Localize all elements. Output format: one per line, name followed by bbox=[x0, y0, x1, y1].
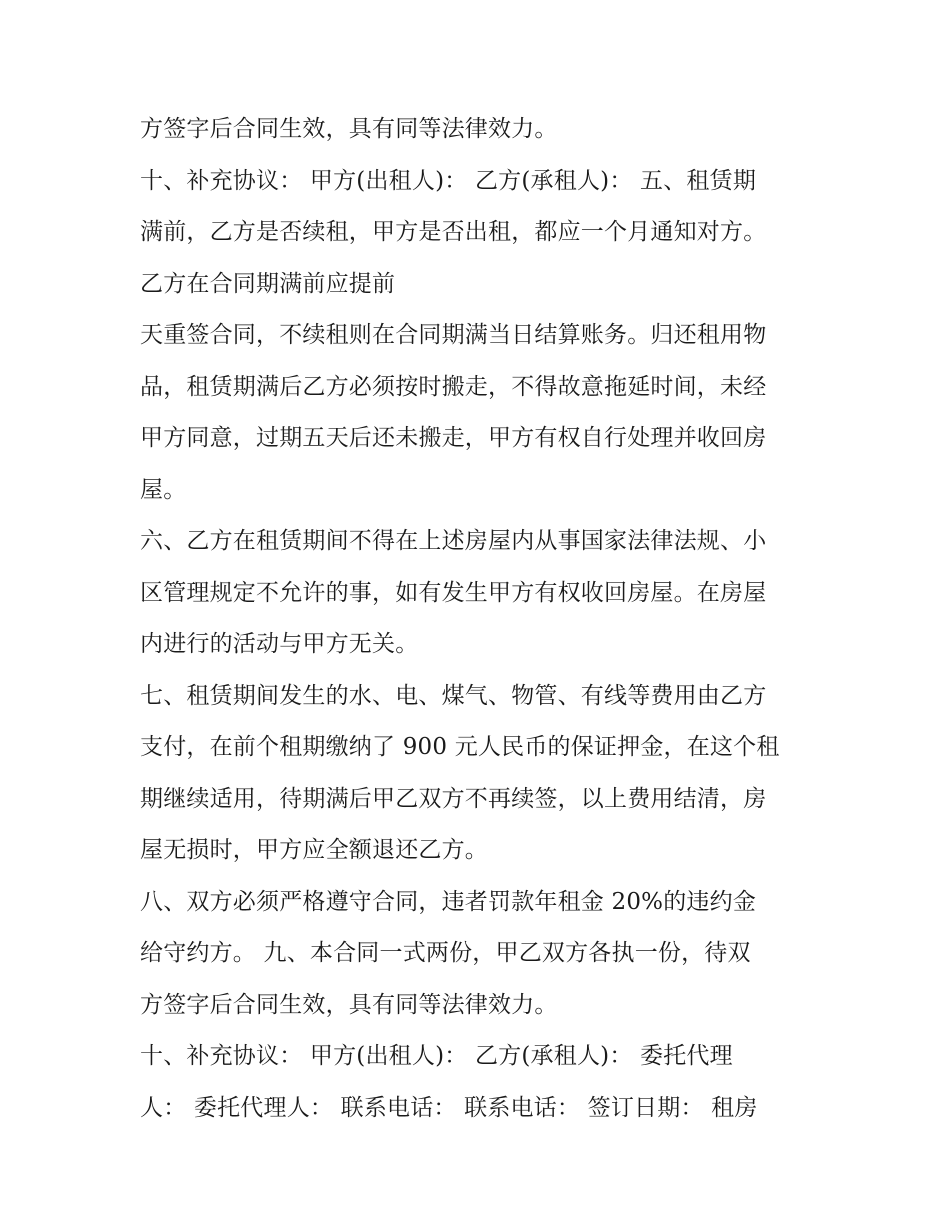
text-line: 支付，在前个租期缴纳了 900 元人民币的保证押金，在这个租 bbox=[140, 734, 780, 760]
text-line: 满前，乙方是否续租，甲方是否出租，都应一个月通知对方。 bbox=[140, 219, 767, 245]
text-line: 品，租赁期满后乙方必须按时搬走，不得故意拖延时间，未经 bbox=[140, 373, 767, 400]
text-line: 乙方在合同期满前应提前 bbox=[140, 270, 396, 297]
text-line: 人： 委托代理人： 联系电话： 联系电话： 签订日期： 租房 bbox=[140, 1094, 758, 1121]
text-line: 方签字后合同生效，具有同等法律效力。 bbox=[140, 991, 558, 1018]
text-line: 七、租赁期间发生的水、电、煤气、物管、有线等费用由乙方 bbox=[140, 682, 767, 709]
text-line: 十、补充协议： 甲方(出租人)： 乙方(承租人)： 五、租赁期 bbox=[140, 167, 757, 194]
text-line: 八、双方必须严格遵守合同，违者罚款年租金 20%的违约金 bbox=[140, 888, 757, 915]
text-line: 甲方同意，过期五天后还未搬走，甲方有权自行处理并收回房 bbox=[140, 425, 767, 451]
text-line: 区管理规定不允许的事，如有发生甲方有权收回房屋。在房屋 bbox=[140, 579, 767, 606]
text-line: 屋无损时，甲方应全额退还乙方。 bbox=[140, 837, 488, 863]
text-line: 天重签合同，不续租则在合同期满当日结算账务。归还租用物 bbox=[140, 322, 767, 348]
text-line: 六、乙方在租赁期间不得在上述房屋内从事国家法律法规、小 bbox=[140, 528, 767, 554]
document-body bbox=[140, 104, 820, 1134]
text-line: 给守约方。 九、本合同一式两份，甲乙双方各执一份，待双 bbox=[140, 940, 751, 966]
text-line: 屋。 bbox=[140, 476, 187, 503]
text-line: 方签字后合同生效，具有同等法律效力。 bbox=[140, 116, 558, 142]
text-line: 期继续适用，待期满后甲乙双方不再续签，以上费用结清，房 bbox=[140, 785, 767, 812]
text-line: 十、补充协议： 甲方(出租人)： 乙方(承租人)： 委托代理 bbox=[140, 1043, 733, 1069]
text-line: 内进行的活动与甲方无关。 bbox=[140, 631, 419, 657]
